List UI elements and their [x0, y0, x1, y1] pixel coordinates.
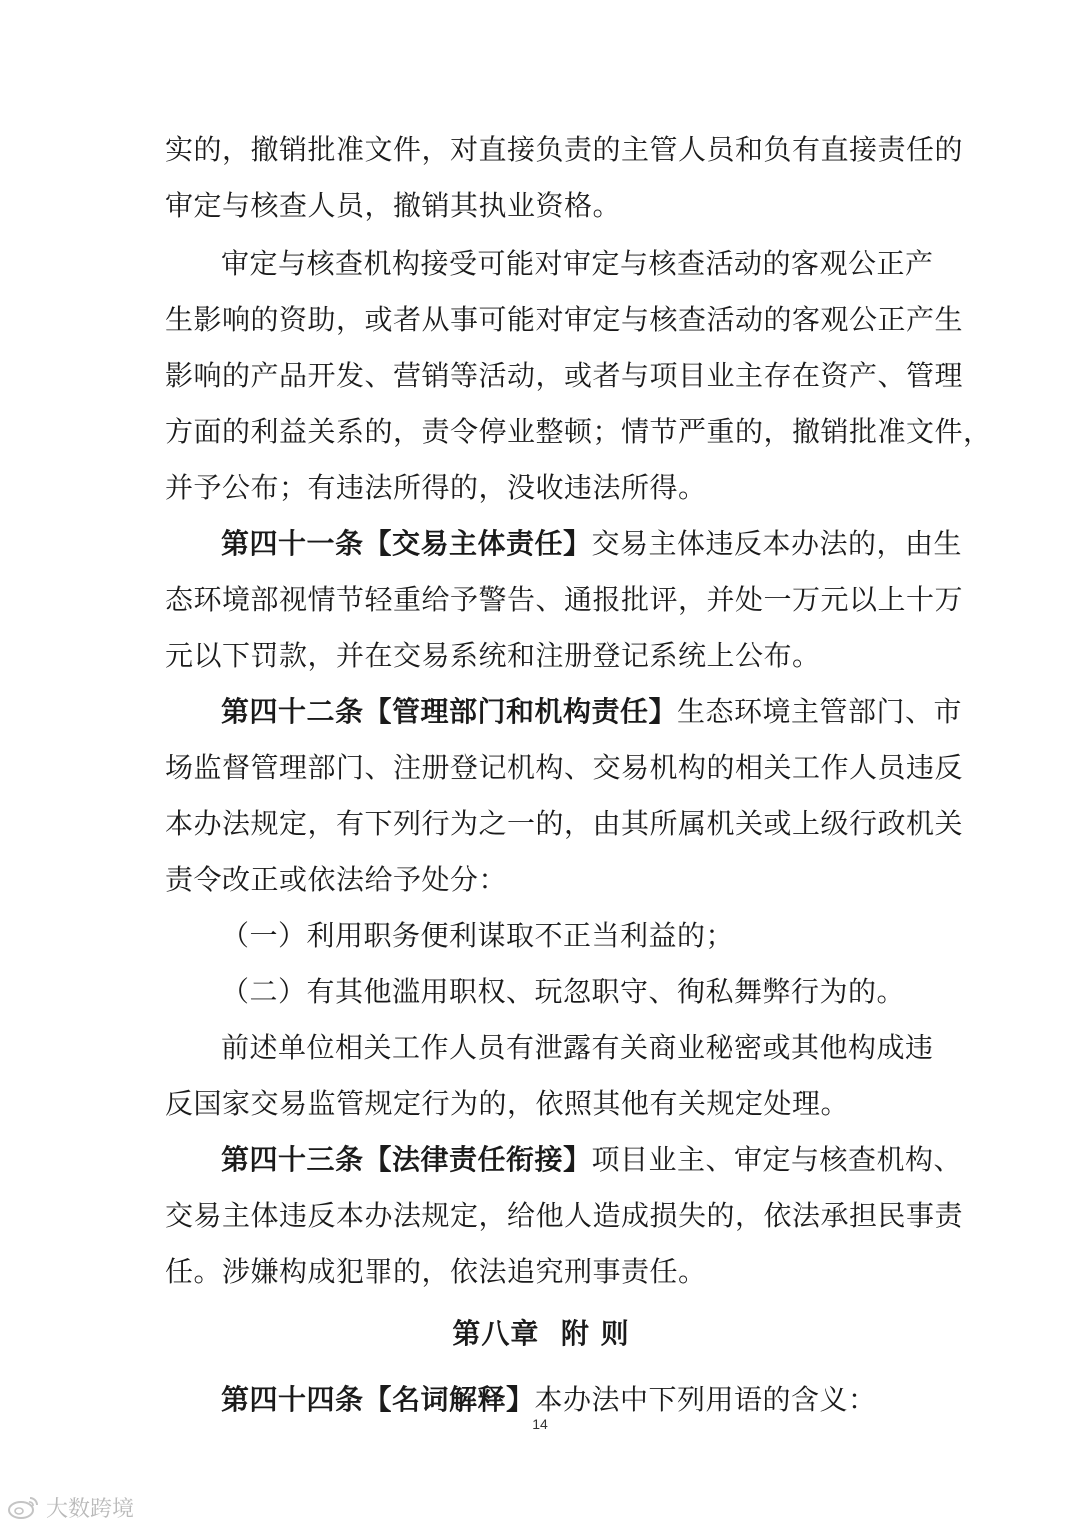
article-44-heading: 第四十四条【名词解释】: [221, 1383, 535, 1416]
article-42-heading: 第四十二条【管理部门和机构责任】: [221, 695, 678, 728]
article-41-first-line: 第四十一条【交易主体责任】交易主体违反本办法的，由生: [221, 527, 963, 560]
text-line: 元以下罚款，并在交易系统和注册登记系统上公布。: [165, 639, 821, 672]
text-line: 生影响的资助，或者从事可能对审定与核查活动的客观公正产生: [165, 303, 964, 336]
page-number: 14: [532, 1416, 548, 1432]
text-line: 场监督管理部门、注册登记机构、交易机构的相关工作人员违反: [165, 751, 964, 784]
text-line: 实的，撤销批准文件，对直接负责的主管人员和负有直接责任的: [165, 133, 964, 166]
list-item: （二）有其他滥用职权、玩忽职守、徇私舞弊行为的。: [221, 975, 906, 1008]
text-line: 任。涉嫌构成犯罪的，依法追究刑事责任。: [165, 1255, 707, 1288]
chapter-title: 第八章 附 则: [452, 1317, 630, 1350]
text-line: 交易主体违反本办法规定，给他人造成损失的，依法承担民事责: [165, 1199, 964, 1232]
text-line: 态环境部视情节轻重给予警告、通报批评，并处一万元以上十万: [165, 583, 964, 616]
article-43-heading: 第四十三条【法律责任衔接】: [221, 1143, 592, 1176]
text-line: 责令改正或依法给予处分：: [165, 863, 508, 896]
text-line: 审定与核查机构接受可能对审定与核查活动的客观公正产: [221, 247, 934, 280]
text-line: 前述单位相关工作人员有泄露有关商业秘密或其他构成违: [221, 1031, 934, 1064]
article-42-first-line: 第四十二条【管理部门和机构责任】生态环境主管部门、市: [221, 695, 963, 728]
watermark: [6, 1492, 134, 1522]
text-line: 影响的产品开发、营销等活动，或者与项目业主存在资产、管理: [165, 359, 964, 392]
list-item: （一）利用职务便利谋取不正当利益的；: [221, 919, 735, 952]
text-line: 反国家交易监管规定行为的，依照其他有关规定处理。: [165, 1087, 850, 1120]
weibo-logo-icon: [6, 1494, 40, 1520]
text-line: 本办法规定，有下列行为之一的，由其所属机关或上级行政机关: [165, 807, 964, 840]
article-43-first-line: 第四十三条【法律责任衔接】项目业主、审定与核查机构、: [221, 1143, 963, 1176]
article-41-heading: 第四十一条【交易主体责任】: [221, 527, 592, 560]
article-44-first-line: 第四十四条【名词解释】本办法中下列用语的含义：: [221, 1383, 877, 1416]
text-line: 方面的利益关系的，责令停业整顿；情节严重的，撤销批准文件，: [165, 415, 992, 448]
text-line: 并予公布；有违法所得的，没收违法所得。: [165, 471, 707, 504]
watermark-text: 大数跨境: [46, 1496, 135, 1522]
text-line: 审定与核查人员，撤销其执业资格。: [165, 189, 622, 222]
